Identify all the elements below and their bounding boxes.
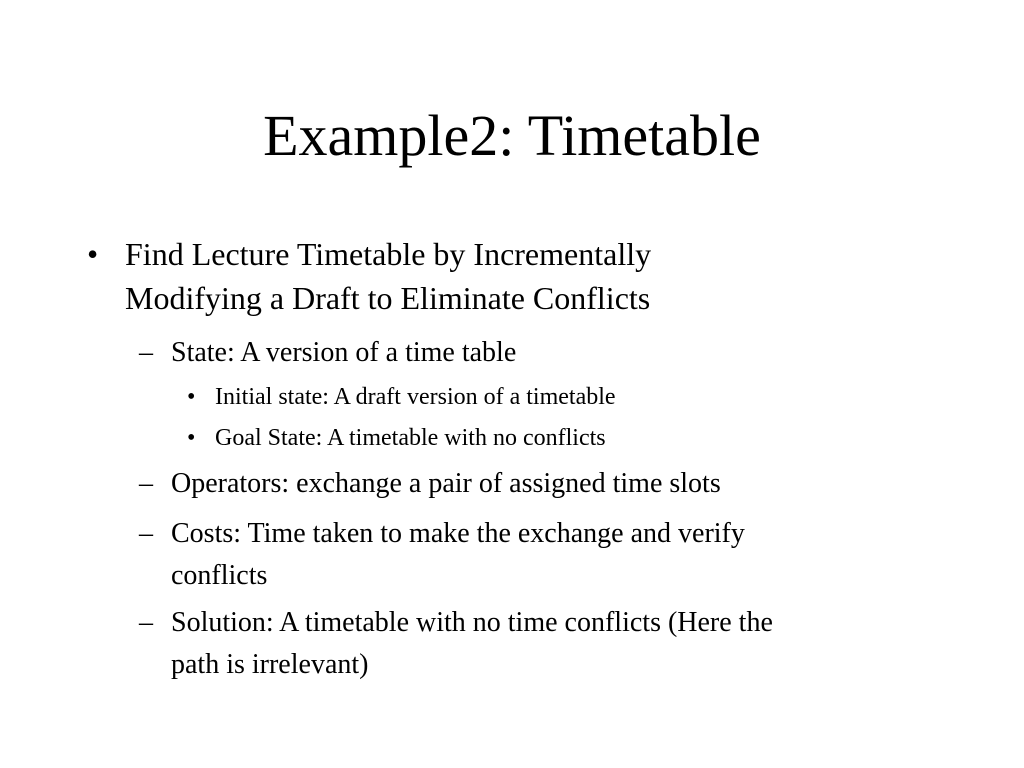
bullet-text-line: State: A version of a time table [171,337,517,368]
subbullet-solution [139,602,931,686]
bullet-text-line: Operators: exchange a pair of assigned time slots [171,468,721,499]
bullet-marker: • [87,236,99,272]
subbullet-costs [139,513,931,597]
dash-marker: – [139,337,153,368]
bullet-marker: • [187,384,196,410]
bullet-text-line: Goal State: A timetable with no conflicts [215,425,606,451]
subbullet-operators [139,463,931,505]
dash-marker: – [139,518,153,549]
bullet-find-lecture-timetable [87,232,925,320]
bullet-text-line: Initial state: A draft version of a timetable [215,384,616,410]
dash-marker: – [139,468,153,499]
subsubbullet-goal-state [187,421,915,455]
bullet-text-line: Modifying a Draft to Eliminate Conflicts [125,280,651,316]
bullet-text-line: Solution: A timetable with no time conflicts (Here the [171,607,773,638]
slide-title: Example2: Timetable [263,103,761,168]
bullet-text-line: Find Lecture Timetable by Incrementally [125,236,652,272]
bullet-text-line: conflicts [171,560,268,591]
bullet-text-line: path is irrelevant) [171,649,369,680]
bullet-marker: • [187,425,196,451]
bullet-text-line: Costs: Time taken to make the exchange and verify [171,518,745,549]
subsubbullet-initial-state [187,380,915,414]
dash-marker: – [139,607,153,638]
subbullet-state [139,332,931,374]
